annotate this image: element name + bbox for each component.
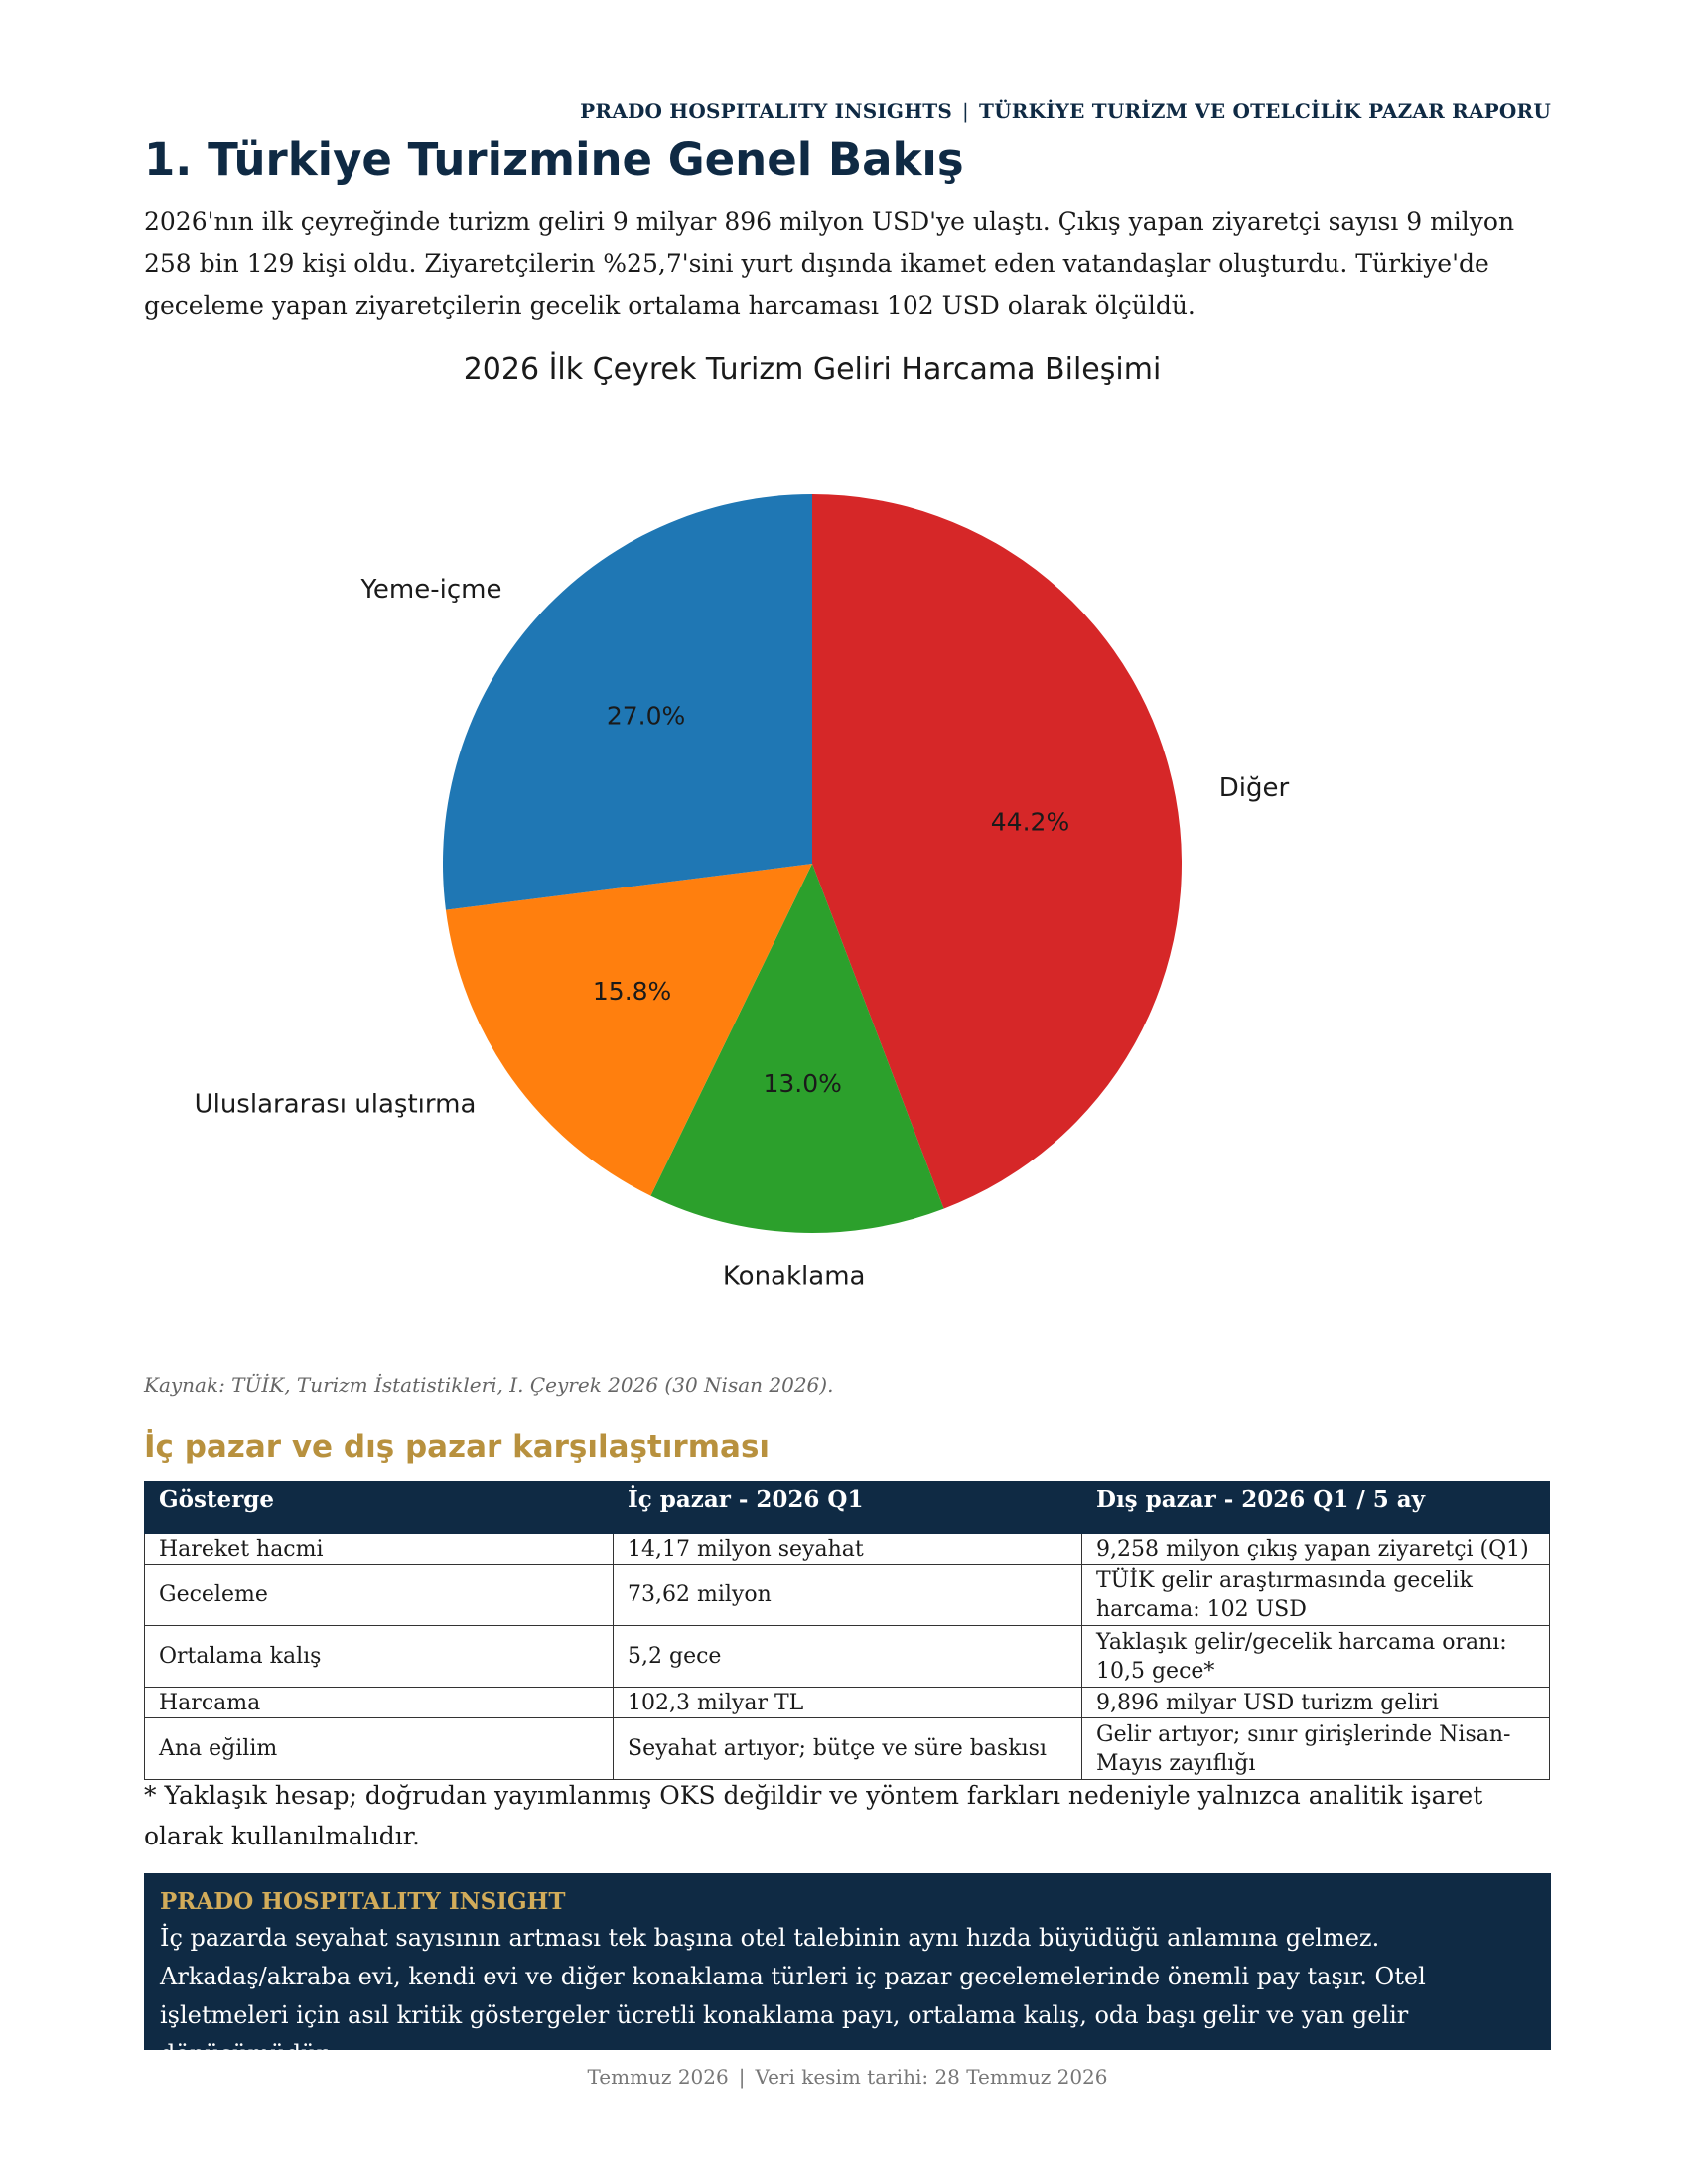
running-header (580, 99, 1551, 123)
header-brand: PRADO HOSPITALITY INSIGHTS (580, 99, 953, 123)
table-cell: TÜİK gelir araştırmasında gecelik harcama: 102 USD (1082, 1565, 1550, 1626)
header-report-title: TÜRKİYE TURİZM VE OTELCİLİK PAZAR RAPORU (978, 99, 1551, 123)
chart-source: Kaynak: TÜİK, Turizm İstatistikleri, I. Çeyrek 2026 (30 Nisan 2026). (144, 1373, 834, 1397)
table-cell: Yaklaşık gelir/gecelik harcama oranı: 10,5 gece* (1082, 1626, 1550, 1688)
page-footer (144, 2065, 1551, 2089)
table-cell: 14,17 milyon seyahat (614, 1534, 1082, 1565)
footnote: * Yaklaşık hesap; doğrudan yayımlanmış OKS değildir ve yöntem farkları nedeniyle yalnızca analitik işaret olarak kullanılmalıdır. (144, 1781, 1483, 1850)
table-cell: Geceleme (145, 1565, 614, 1626)
table-cell: Ortalama kalış (145, 1626, 614, 1688)
table-row (145, 1565, 1550, 1626)
pie-chart (144, 345, 1551, 1298)
table-cell: Gelir artıyor; sınır girişlerinde Nisan-Mayıs zayıflığı (1082, 1718, 1550, 1780)
table-row (145, 1718, 1550, 1780)
table-cell: Seyahat artıyor; bütçe ve süre baskısı (614, 1718, 1082, 1780)
insight-box (144, 1873, 1551, 2068)
table-cell: 9,258 milyon çıkış yapan ziyaretçi (Q1) (1082, 1534, 1550, 1565)
insight-title: PRADO HOSPITALITY INSIGHT (160, 1888, 566, 1915)
pie-category-label: Diğer (1218, 773, 1290, 804)
comparison-title: İç pazar ve dış pazar karşılaştırması (144, 1430, 771, 1465)
table-cell: 9,896 milyar USD turizm geliri (1082, 1688, 1550, 1718)
footer-separator: | (738, 2065, 746, 2089)
intro-paragraph: 2026'nın ilk çeyreğinde turizm geliri 9 milyar 896 milyon USD'ye ulaştı. Çıkış yapan ziyaretçi sayısı 9 milyon 258 bin 129 kişi oldu. Ziyaretçilerin %25,7'sini yurt dışında ikamet eden vatandaşlar oluşturdu. Türkiye'de geceleme yapan ziyaretçilerin gecelik ortalama harcaması 102 USD olarak ölçüldü. (144, 207, 1515, 320)
chart-title: 2026 İlk Çeyrek Turizm Geliri Harcama Bileşimi (463, 352, 1162, 387)
footer-date: Temmuz 2026 (587, 2065, 729, 2089)
header-separator: | (962, 99, 969, 123)
section-title: 1. Türkiye Turizmine Genel Bakış (144, 133, 964, 186)
column-header: İç pazar - 2026 Q1 (614, 1482, 1082, 1534)
footer-cutoff: Veri kesim tarihi: 28 Temmuz 2026 (755, 2065, 1108, 2089)
table-cell: Hareket hacmi (145, 1534, 614, 1565)
comparison-table (144, 1481, 1550, 1780)
table-cell: Ana eğilim (145, 1718, 614, 1780)
column-header: Dış pazar - 2026 Q1 / 5 ay (1082, 1482, 1550, 1534)
pie-percent-label: 13.0% (763, 1068, 842, 1098)
table-row (145, 1688, 1550, 1718)
pie-chart-svg (144, 345, 1551, 1298)
table-cell: Harcama (145, 1688, 614, 1718)
pie-percent-label: 15.8% (592, 977, 672, 1007)
pie-percent-label: 27.0% (606, 701, 686, 731)
table-row (145, 1626, 1550, 1688)
table-cell: 102,3 milyar TL (614, 1688, 1082, 1718)
table-row (145, 1534, 1550, 1565)
table-cell: 5,2 gece (614, 1626, 1082, 1688)
pie-category-label: Uluslararası ulaştırma (194, 1089, 477, 1120)
pie-category-label: Yeme-içme (360, 574, 502, 605)
table-cell: 73,62 milyon (614, 1565, 1082, 1626)
pie-percent-label: 44.2% (990, 807, 1070, 837)
insight-text: İç pazarda seyahat sayısının artması tek başına otel talebinin aynı hızda büyüdüğü anlamına gelmez. Arkadaş/akraba evi, kendi evi ve diğer konaklama türleri iç pazar gecelemelerinde önemli pay taşır. Otel işletmeleri için asıl kritik göstergeler ücretli konaklama payı, ortalama kalış, oda başı gelir ve yan gelir dönüşümüdür. (160, 1924, 1426, 2068)
column-header: Gösterge (145, 1482, 614, 1534)
table-header-row (145, 1482, 1550, 1534)
pie-category-label: Konaklama (722, 1261, 866, 1292)
